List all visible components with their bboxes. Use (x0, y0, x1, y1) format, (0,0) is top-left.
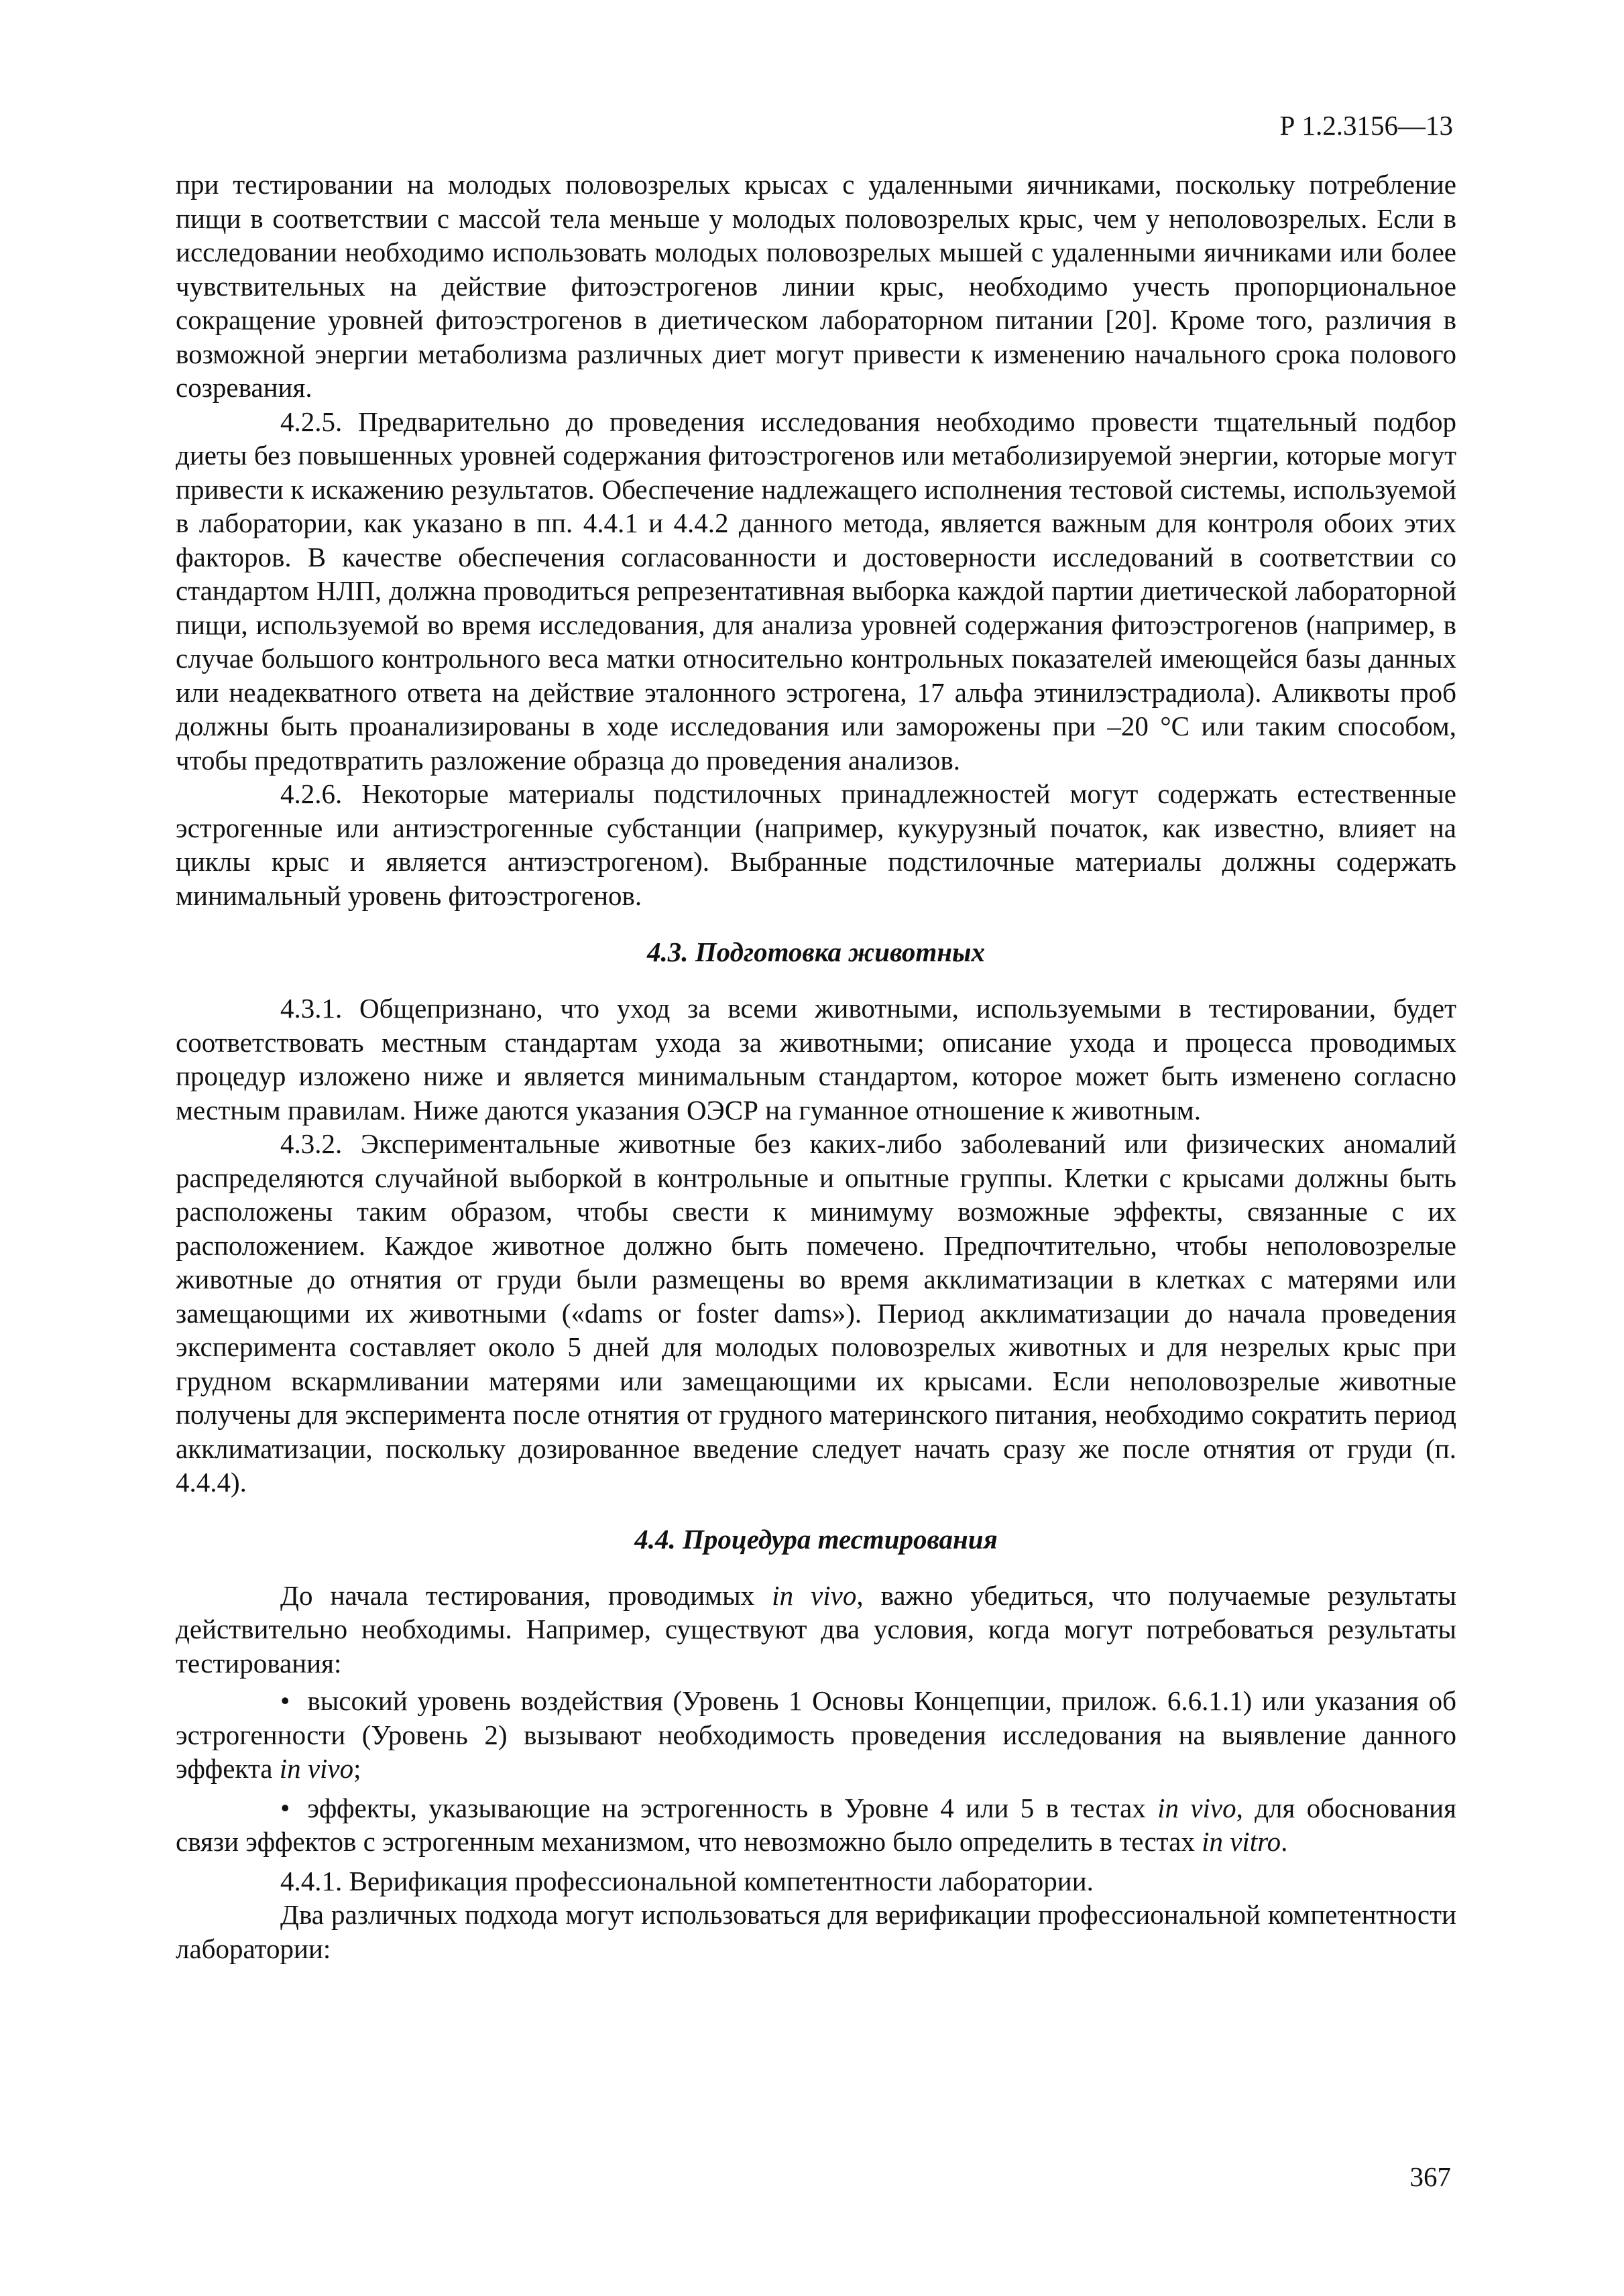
bullet-icon: • (280, 1792, 290, 1823)
bullet-icon: • (280, 1685, 290, 1716)
bullet-item-2-italic: in vivo (1157, 1792, 1236, 1823)
paragraph-4-4-intro-italic: in vivo (772, 1579, 857, 1611)
paragraph-continued: при тестировании на молодых половозрелых крысах с удаленными яичниками, поскольку потребление пищи в соответствии с массой тела меньше у молодых половозрелых крыс, чем у неполовозрелых. Если в исследовании необходимо использовать молодых половозрелых мышей с удаленными яичниками или более чувствительных на действие фитоэстрогенов линии крыс, необходимо учесть пропорциональное сокращение уровней фитоэстрогенов в диетическом лабораторном питании [20]. Кроме того, различия в возможной энергии метаболизма различных диет могут привести к изменению начального срока полового созревания. (176, 169, 1456, 403)
paragraph-final: Два различных подхода могут использоваться для верификации профессиональной компетентности лаборатории: (176, 1899, 1456, 1964)
paragraph-4-3-2: 4.3.2. Экспериментальные животные без каких-либо заболеваний или физических аномалий распределяются случайной выборкой в контрольные и опытные группы. Клетки с крысами должны быть расположены таким образом, чтобы свести к минимуму возможные эффекты, связанные с их расположением. Каждое животное должно быть помечено. Предпочтительно, чтобы неполовозрелые животные до отнятия от груди были размещены во время акклиматизации в клетках с матерями или замещающими их животными («dams or foster dams»). Период акклиматизации до начала проведения эксперимента составляет около 5 дней для молодых половозрелых животных и для незрелых крыс при грудном вскармливании матерями или замещающими их крысами. Если неполовозрелые животные получены для эксперимента после отнятия от грудного материнского питания, необходимо сократить период акклиматизации, поскольку дозированное введение следует начать сразу же после отнятия от груди (п. 4.4.4). (176, 1128, 1456, 1498)
bullet-item-2-part-a: эффекты, указывающие на эстрогенность в Уровне 4 или 5 в тестах (307, 1792, 1158, 1823)
document-code: Р 1.2.3156—13 (1279, 110, 1453, 141)
paragraph-4-4-intro-part-b: , важно убедиться, что получаемые результаты действительно необходимы. Например, существуют два условия, когда могут потребоваться результаты тестирования: (176, 1579, 1456, 1679)
bullet-item-2-italic-2: in vitro (1202, 1826, 1281, 1857)
page-number: 367 (1409, 2161, 1451, 2192)
bullet-item-1-part-b: ; (353, 1753, 361, 1784)
paragraph-4-4-1: 4.4.1. Верификация профессиональной компетентности лаборатории. (280, 1865, 1094, 1896)
paragraph-4-4-intro (176, 1579, 1456, 1681)
paragraph-4-4-intro-part-a: До начала тестирования, проводимых (280, 1579, 772, 1611)
bullet-item-1-part-a: высокий уровень воздействия (Уровень 1 Основы Концепции, прилож. 6.6.1.1) или указания об эстрогенности (Уровень 2) вызывают необходимость проведения исследования на выявление данного эффекта (176, 1685, 1456, 1784)
bullet-item-2 (176, 1791, 1456, 1859)
paragraph-4-2-6: 4.2.6. Некоторые материалы подстилочных принадлежностей могут содержать естественные эстрогенные или антиэстрогенные субстанции (например, кукурузный початок, как известно, влияет на циклы крыс и является антиэстрогеном). Выбранные подстилочные материалы должны содержать минимальный уровень фитоэстрогенов. (176, 778, 1456, 911)
bullet-item-1-italic: in vivo (279, 1753, 354, 1784)
bullet-item-2-part-b: , для обоснования связи эффектов с эстрогенным механизмом, что невозможно было определить в тестах (176, 1792, 1456, 1857)
bullet-item-1 (176, 1684, 1456, 1786)
document-body (176, 168, 1456, 1966)
bullet-item-2-part-c: . (1281, 1826, 1288, 1857)
section-heading-4-3: 4.3. Подготовка животных (647, 936, 985, 967)
paragraph-4-3-1: 4.3.1. Общепризнано, что уход за всеми животными, используемыми в тестировании, будет соответствовать местным стандартам ухода за животными; описание ухода и процесса проводимых процедур изложено ниже и является минимальным стандартом, которое может быть изменено согласно местным правилам. Ниже даются указания ОЭСР на гуманное отношение к животным. (176, 993, 1456, 1126)
paragraph-4-2-5: 4.2.5. Предварительно до проведения исследования необходимо провести тщательный подбор диеты без повышенных уровней содержания фитоэстрогенов или метаболизируемой энергии, которые могут привести к искажению результатов. Обеспечение надлежащего исполнения тестовой системы, используемой в лаборатории, как указано в пп. 4.4.1 и 4.4.2 данного метода, является важным для контроля обоих этих факторов. В качестве обеспечения согласованности и достоверности исследований в соответствии со стандартом НЛП, должна проводиться репрезентативная выборка каждой партии диетической лабораторной пищи, используемой во время исследования, для анализа уровней содержания фитоэстрогенов (например, в случае большого контрольного веса матки относительно контрольных показателей имеющейся базы данных или неадекватного ответа на действие эталонного эстрогена, 17 альфа этинилэстрадиола). Аликвоты проб должны быть проанализированы в ходе исследования или заморожены при –20 °С или таким способом, чтобы предотвратить разложение образца до проведения анализов. (176, 406, 1456, 776)
section-heading-4-4: 4.4. Процедура тестирования (634, 1523, 998, 1555)
bullet-list (176, 1684, 1456, 1859)
